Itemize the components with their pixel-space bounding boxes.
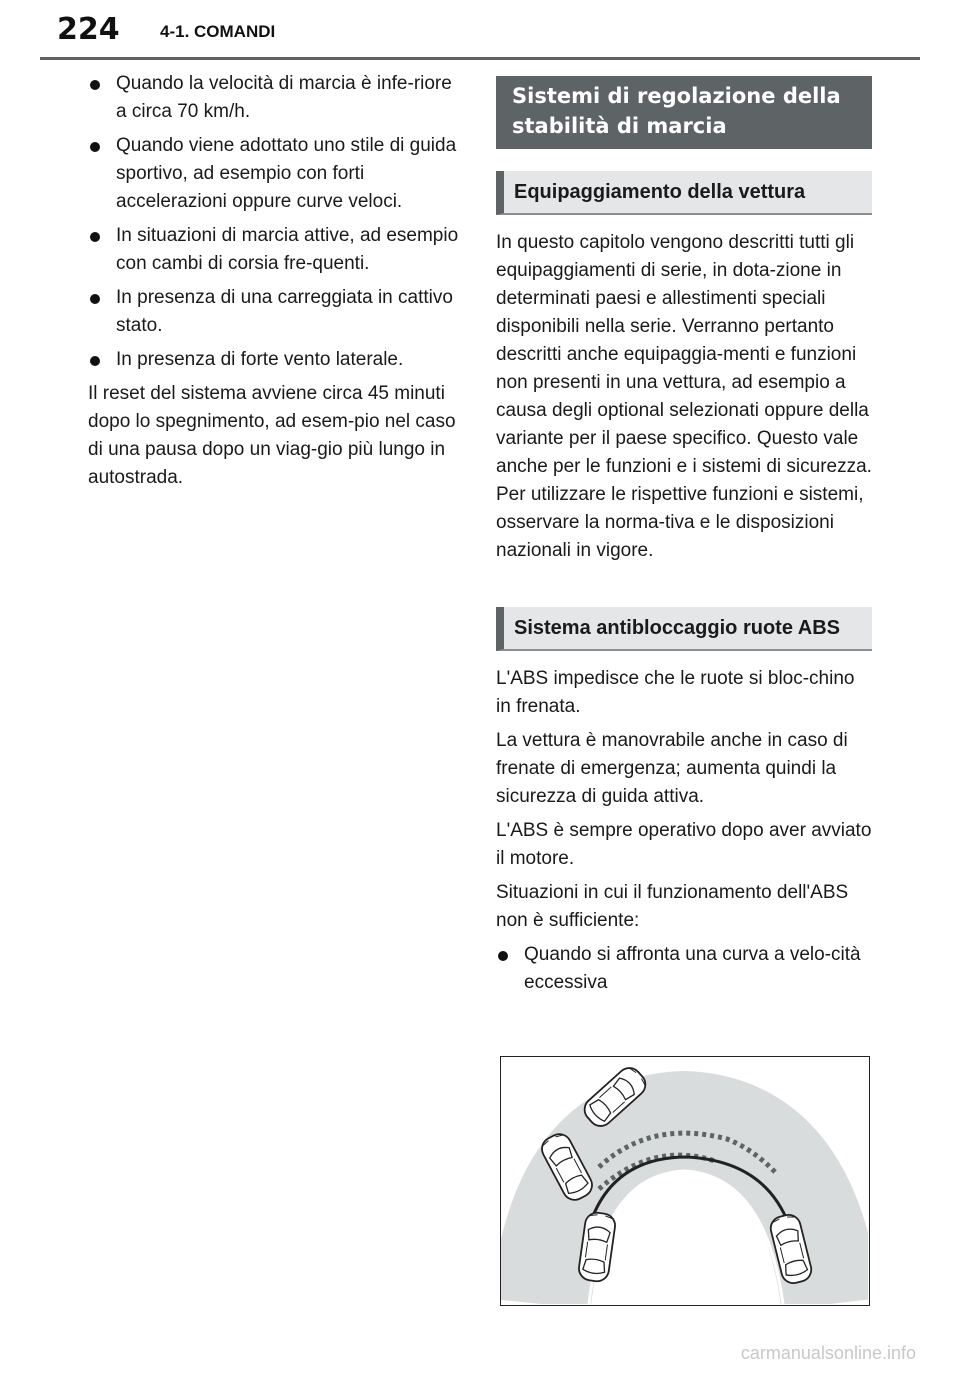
left-bullet-list bbox=[88, 70, 464, 374]
abs-paragraph: L'ABS impedisce che le ruote si bloc-chino in frenata. bbox=[496, 668, 855, 717]
bullet-icon bbox=[90, 80, 100, 90]
watermark: carmanualsonline.info bbox=[740, 1343, 916, 1363]
bullet-icon bbox=[498, 951, 508, 961]
list-item bbox=[88, 346, 464, 374]
bullet-text: Quando la velocità di marcia è infe-riore a circa 70 km/h. bbox=[116, 73, 452, 122]
bullet-text: In situazioni di marcia attive, ad esempio con cambi di corsia fre-quenti. bbox=[116, 225, 459, 274]
list-item bbox=[496, 941, 872, 997]
abs-paragraph: Situazioni in cui il funzionamento dell'ABS non è sufficiente: bbox=[496, 882, 849, 931]
bullet-text: In presenza di forte vento laterale. bbox=[116, 349, 404, 370]
curve-skid-illustration bbox=[500, 1056, 870, 1306]
reset-paragraph: Il reset del sistema avviene circa 45 minuti dopo lo spegnimento, ad esem-pio nel caso di una pausa dopo un viag-gio più lungo in autostrada. bbox=[88, 383, 456, 488]
bullet-icon bbox=[90, 232, 100, 242]
list-item bbox=[88, 222, 464, 278]
bullet-icon bbox=[90, 294, 100, 304]
list-item bbox=[88, 284, 464, 340]
abs-paragraph: L'ABS è sempre operativo dopo aver avviato il motore. bbox=[496, 820, 872, 869]
bullet-icon bbox=[90, 356, 100, 366]
header-rule bbox=[40, 57, 920, 60]
list-item bbox=[88, 70, 464, 126]
equipment-heading: Equipaggiamento della vettura bbox=[496, 171, 872, 215]
curve-skid-drawing bbox=[501, 1057, 868, 1304]
bullet-text: Quando si affronta una curva a velo-cità eccessiva bbox=[524, 944, 861, 993]
section-label: 4-1. COMANDI bbox=[160, 22, 276, 41]
bullet-text: In presenza di una carreggiata in cattivo stato. bbox=[116, 287, 453, 336]
right-column bbox=[496, 76, 872, 1003]
page-header bbox=[0, 0, 960, 60]
equipment-paragraph: In questo capitolo vengono descritti tutti gli equipaggiamenti di serie, in dota-zione in determinati paesi e allestimenti speciali disponibili nella serie. Verranno pertanto descritti anche equipaggia-menti e funzioni non presenti in una vettura, ad esempio a causa degli optional selezionati oppure della variante per il paese specifico. Questo vale anche per le funzioni e i sistemi di sicurezza. Per utilizzare le rispettive funzioni e sistemi, osservare la norma-tiva e le disposizioni nazionali in vigore. bbox=[496, 232, 872, 561]
bullet-text: Quando viene adottato uno stile di guida sportivo, ad esempio con forti accelerazioni oppure curve veloci. bbox=[116, 135, 457, 212]
abs-bullet-list bbox=[496, 941, 872, 997]
list-item bbox=[88, 132, 464, 216]
abs-paragraph: La vettura è manovrabile anche in caso di frenate di emergenza; aumenta quindi la sicurezza di guida attiva. bbox=[496, 730, 848, 807]
page-number: 224 bbox=[57, 12, 120, 47]
bullet-icon bbox=[90, 142, 100, 152]
left-column bbox=[88, 70, 464, 498]
stability-section-heading: Sistemi di regolazione della stabilità di marcia bbox=[496, 76, 872, 149]
abs-heading: Sistema antibloccaggio ruote ABS bbox=[496, 607, 872, 651]
